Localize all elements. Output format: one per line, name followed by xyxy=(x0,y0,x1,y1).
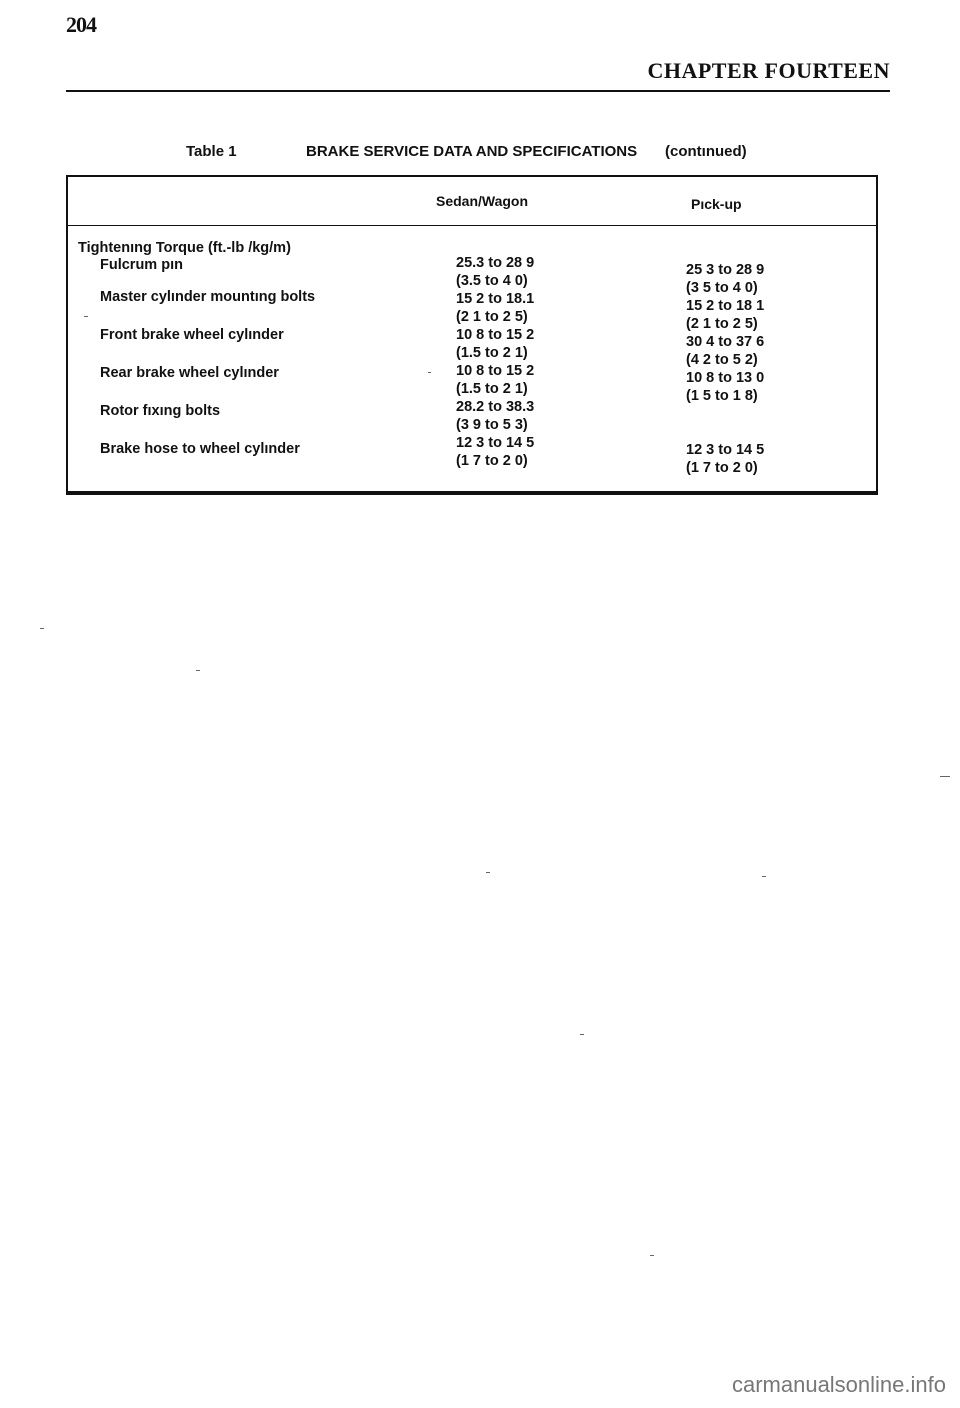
sedan-value-metric: (1 7 to 2 0) xyxy=(456,453,528,469)
table-caption-title: BRAKE SERVICE DATA AND SPECIFICATIONS xyxy=(306,143,638,160)
sedan-value-metric: (3.5 to 4 0) xyxy=(456,273,528,289)
sedan-value-metric: (1.5 to 2 1) xyxy=(456,345,528,361)
pickup-value: 15 2 to 18 1 xyxy=(686,298,765,314)
table-caption-suffix: (contınued) xyxy=(665,143,747,160)
header-rule xyxy=(66,90,890,92)
pickup-value-metric: (1 5 to 1 8) xyxy=(686,388,758,404)
footer-watermark: carmanualsonline.info xyxy=(731,1372,946,1397)
sedan-value-metric: (3 9 to 5 3) xyxy=(456,417,528,433)
scan-speck xyxy=(762,876,766,877)
sedan-value-metric: (1.5 to 2 1) xyxy=(456,381,528,397)
scan-speck xyxy=(84,316,88,317)
pickup-value-metric: (2 1 to 2 5) xyxy=(686,316,758,332)
pickup-value: 12 3 to 14 5 xyxy=(686,442,765,458)
pickup-value: 25 3 to 28 9 xyxy=(686,262,765,278)
section-title: Tightenıng Torque (ft.-lb /kg/m) xyxy=(78,240,291,256)
row-label-rotor-fixing: Rotor fıxıng bolts xyxy=(100,403,221,419)
page-number: 204 xyxy=(66,12,96,37)
chapter-title: CHAPTER FOURTEEN xyxy=(647,58,890,83)
scan-speck xyxy=(196,670,200,671)
sedan-value: 10 8 to 15 2 xyxy=(456,363,535,379)
row-label-front-brake: Front brake wheel cylınder xyxy=(100,327,284,343)
table-caption-label: Table 1 xyxy=(186,143,237,160)
header-divider xyxy=(68,225,876,226)
sedan-value: 12 3 to 14 5 xyxy=(456,435,535,451)
sedan-value-metric: (2 1 to 2 5) xyxy=(456,309,528,325)
pickup-value: 30 4 to 37 6 xyxy=(686,334,765,350)
pickup-value-metric: (1 7 to 2 0) xyxy=(686,460,758,476)
pickup-value: 10 8 to 13 0 xyxy=(686,370,765,386)
scan-speck xyxy=(40,628,44,629)
sedan-value: 10 8 to 15 2 xyxy=(456,327,535,343)
row-label-rear-brake: Rear brake wheel cylınder xyxy=(100,365,279,381)
scan-speck xyxy=(486,872,490,873)
scan-speck xyxy=(428,372,431,373)
pickup-value-metric: (3 5 to 4 0) xyxy=(686,280,758,296)
pickup-value-metric: (4 2 to 5 2) xyxy=(686,352,758,368)
sedan-value: 28.2 to 38.3 xyxy=(456,399,535,415)
row-label-master-cylinder: Master cylınder mountıng bolts xyxy=(100,289,316,305)
row-label-brake-hose: Brake hose to wheel cylınder xyxy=(100,441,300,457)
column-header-pickup: Pıck-up xyxy=(691,196,742,212)
scan-speck xyxy=(580,1034,584,1035)
column-header-sedan-wagon: Sedan/Wagon xyxy=(436,193,529,209)
scan-speck xyxy=(940,776,950,777)
scan-speck xyxy=(650,1255,654,1256)
table-bottom-rule xyxy=(66,492,878,495)
row-label-fulcrum-pin: Fulcrum pın xyxy=(100,257,183,273)
sedan-value: 15 2 to 18.1 xyxy=(456,291,535,307)
sedan-value: 25.3 to 28 9 xyxy=(456,255,535,271)
